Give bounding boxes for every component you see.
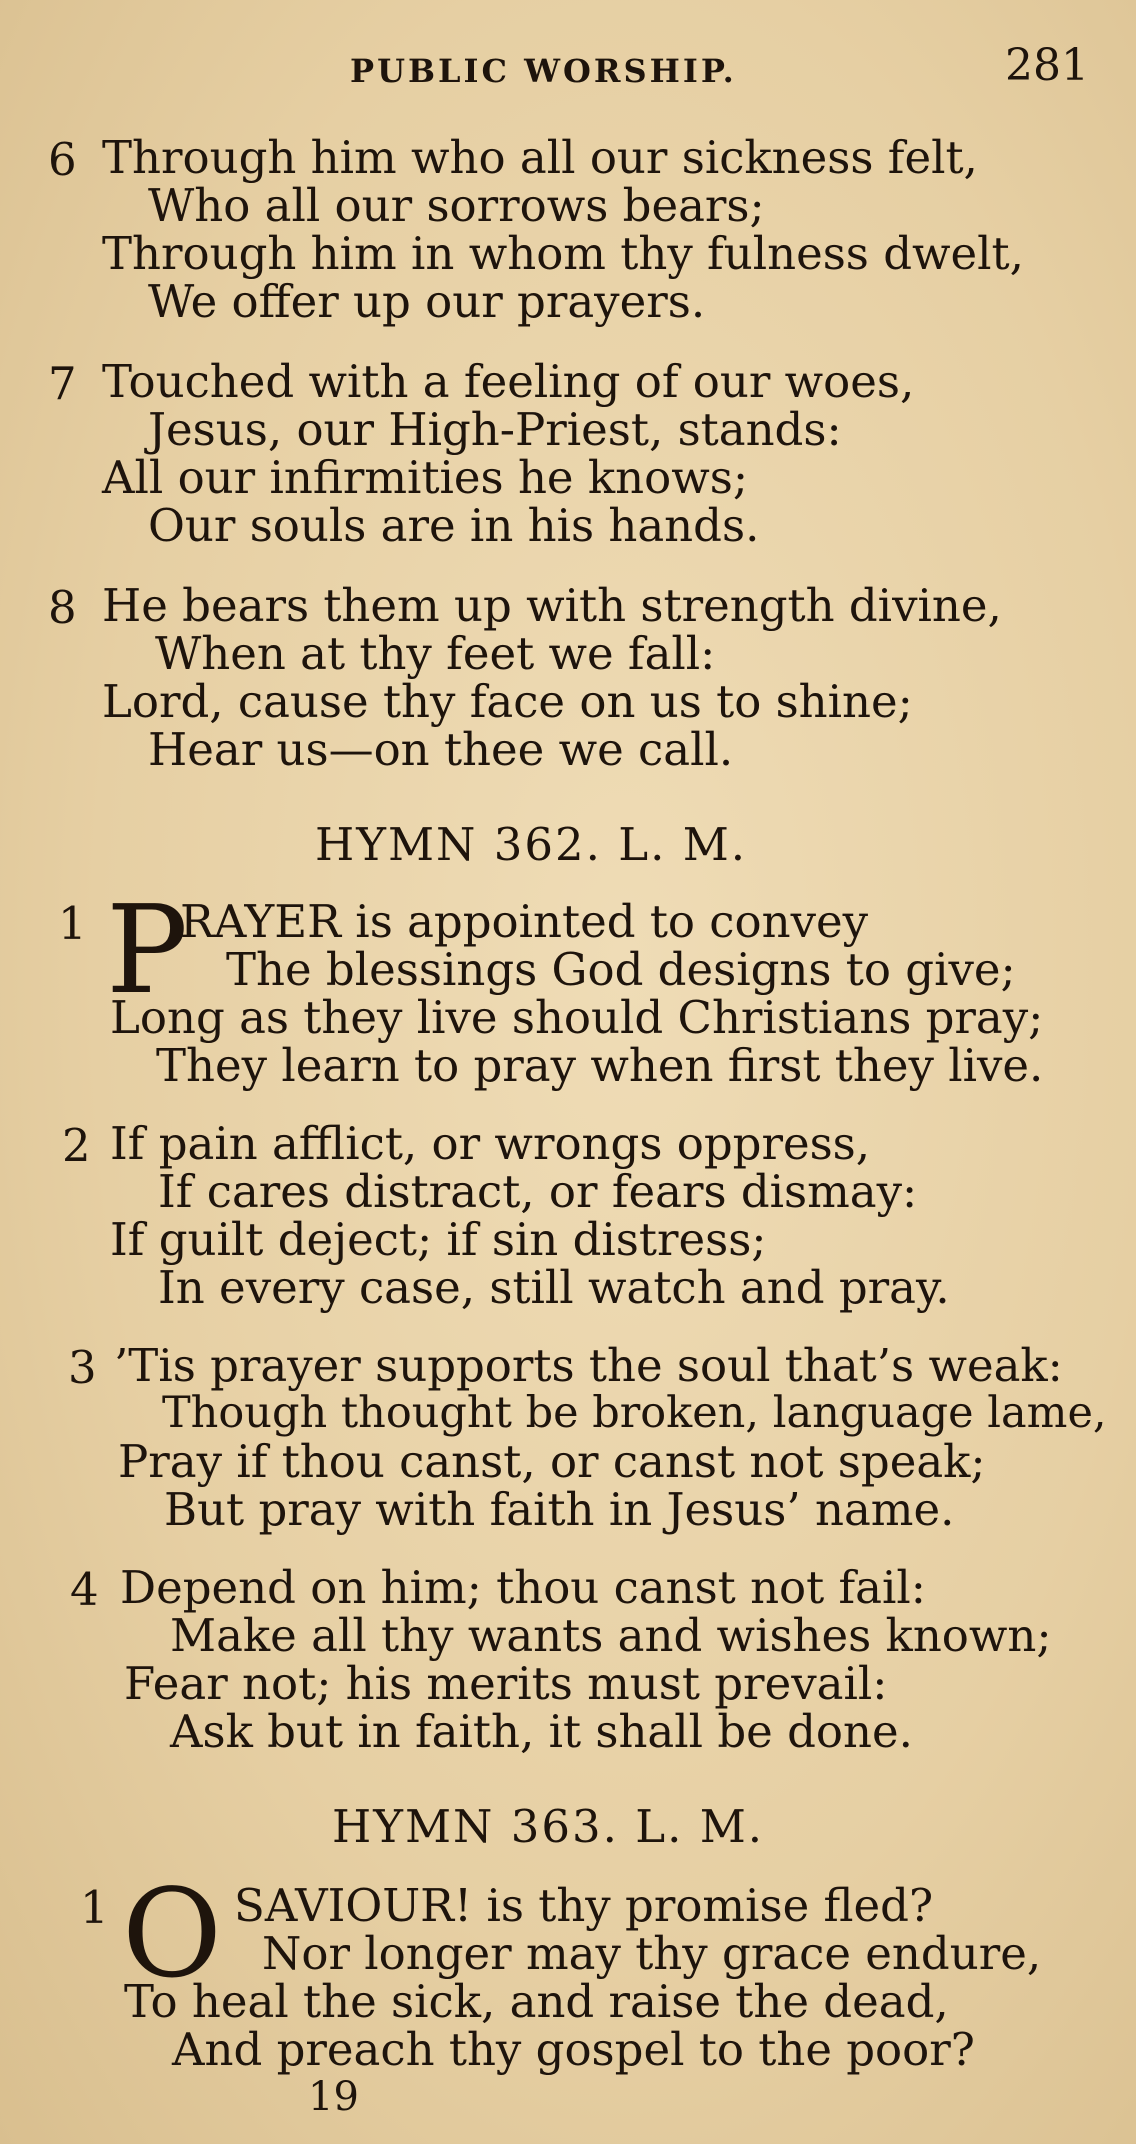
verse-line: To heal the sick, and raise the dead, — [124, 1975, 949, 2028]
stanza-number: 1 — [58, 897, 87, 950]
verse-line: Our souls are in his hands. — [148, 499, 760, 552]
verse-line: SAVIOUR! is thy promise fled? — [234, 1879, 934, 1932]
verse-line: We offer up our prayers. — [148, 275, 706, 328]
running-head: PUBLIC WORSHIP. — [350, 52, 737, 90]
verse-line: Through him who all our sickness felt, — [102, 131, 978, 184]
stanza-number: 4 — [70, 1563, 99, 1616]
verse-line: He bears them up with strength divine, — [102, 579, 1002, 632]
stanza-number: 2 — [62, 1119, 91, 1172]
stanza-number: 8 — [48, 581, 77, 634]
verse-line: Hear us—on thee we call. — [148, 723, 734, 776]
verse-line: If guilt deject; if sin distress; — [110, 1213, 767, 1266]
drop-cap: P — [106, 879, 189, 1021]
hymn-title: HYMN 362. L. M. — [315, 818, 748, 871]
verse-line: The blessings God designs to give; — [226, 943, 1016, 996]
verse-line: Ask but in faith, it shall be done. — [170, 1705, 913, 1758]
stanza-number: 1 — [80, 1881, 109, 1934]
verse-line: Long as they live should Christians pray; — [110, 991, 1044, 1044]
hymn-title: HYMN 363. L. M. — [332, 1800, 765, 1853]
verse-line: If cares distract, or fears dismay: — [158, 1165, 918, 1218]
verse-line: Pray if thou canst, or canst not speak; — [118, 1435, 986, 1488]
stanza-number: 6 — [48, 133, 77, 186]
verse-line: Lord, cause thy face on us to shine; — [102, 675, 913, 728]
verse-line: Through him in whom thy fulness dwelt, — [102, 227, 1024, 280]
verse-line: When at thy feet we fall: — [155, 627, 716, 680]
verse-line: But pray with faith in Jesus’ name. — [164, 1483, 955, 1536]
verse-line: And preach thy gospel to the poor? — [172, 2023, 975, 2076]
verse-line: They learn to pray when first they live. — [156, 1039, 1044, 1092]
verse-line: Fear not; his merits must prevail: — [124, 1657, 888, 1710]
verse-line: Who all our sorrows bears; — [148, 179, 765, 232]
stanza-number: 7 — [48, 357, 77, 410]
page-number: 281 — [1005, 40, 1089, 91]
verse-line: Make all thy wants and wishes known; — [170, 1609, 1052, 1662]
verse-line: Depend on him; thou canst not fail: — [120, 1561, 926, 1614]
verse-line: Jesus, our High-Priest, stands: — [148, 403, 842, 456]
verse-line: In every case, still watch and pray. — [158, 1261, 950, 1314]
verse-line: If pain afflict, or wrongs oppress, — [110, 1117, 871, 1170]
verse-line: Touched with a feeling of our woes, — [102, 355, 915, 408]
verse-line: Nor longer may thy grace endure, — [262, 1927, 1042, 1980]
verse-line: Though thought be broken, language lame, — [162, 1388, 1107, 1438]
drop-cap: O — [122, 1863, 223, 2005]
verse-line: RAYER is appointed to convey — [180, 895, 869, 948]
signature-mark: 19 — [308, 2074, 359, 2120]
verse-line: All our infirmities he knows; — [102, 451, 748, 504]
verse-line: ’Tis prayer supports the soul that’s weak: — [114, 1339, 1063, 1392]
stanza-number: 3 — [68, 1341, 97, 1394]
